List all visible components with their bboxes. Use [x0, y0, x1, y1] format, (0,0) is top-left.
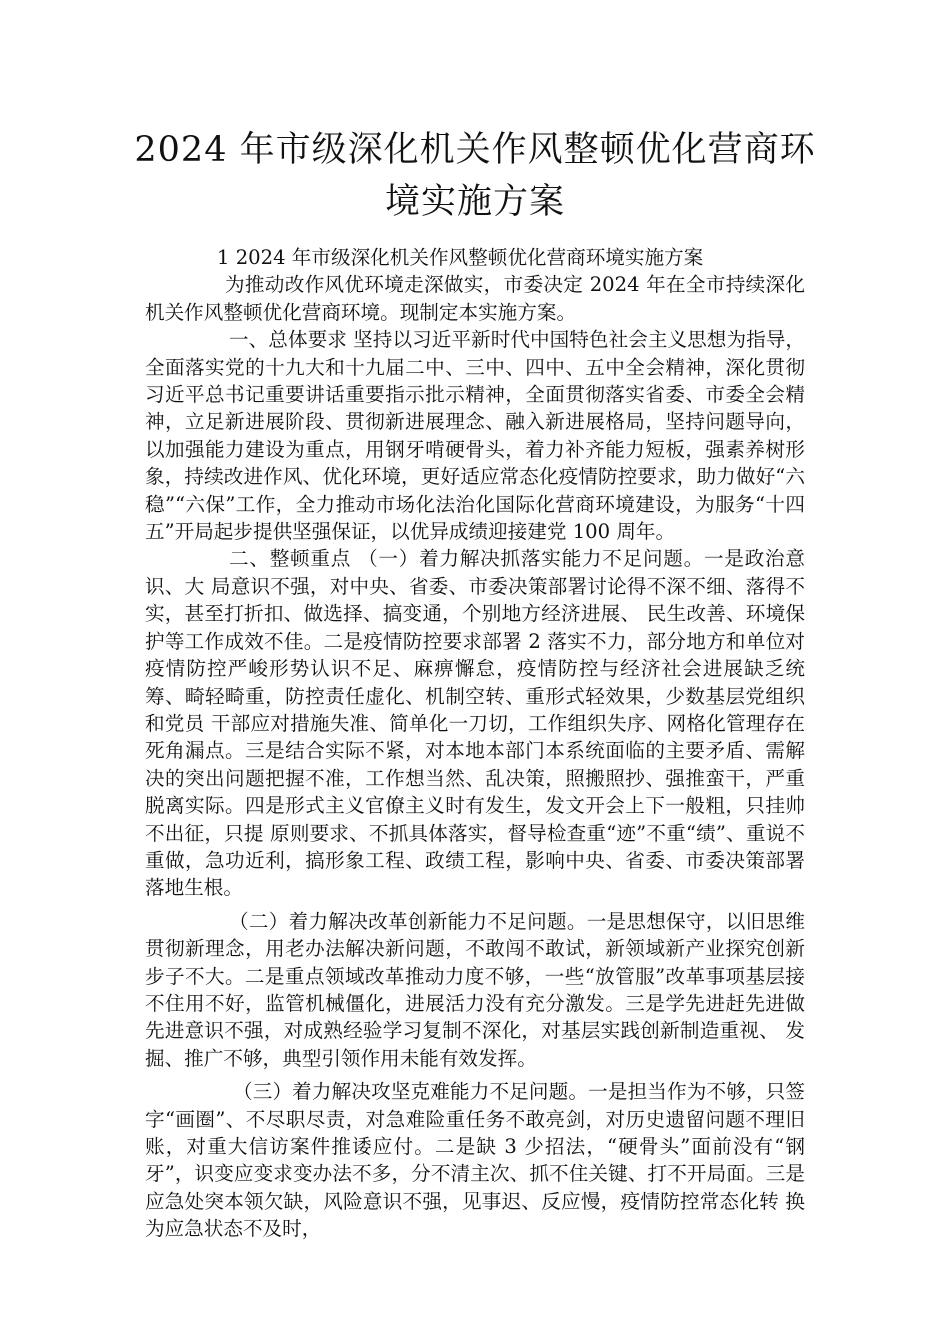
paragraph-reform-innovation: （二）着力解决改革创新能力不足问题。一是思想保守，以旧思维贯彻新理念，用老办法解决新问题，不敢闯不敢试，新领域新产业探究创新步子不大。二是重点领域改革推动力度不够，一些“放管服”改革事项基层接不住用不好，监管机械僵化，进展活力没有充分激发。三是学先进赶先进做先进意识不强，对成熟经验学习复制不深化，对基层实践创新制造重视、 发掘、推广不够，典型引领作用未能有效发挥。 [145, 909, 805, 1070]
paragraph-intro: 为推动改作风优环境走深做实，市委决定 2024 年在全市持续深化机关作风整顿优化营商环境。现制定本实施方案。 [145, 273, 805, 324]
title-line-1: 2024 年市级深化机关作风整顿优化营商环 [134, 130, 816, 170]
paragraph-tackling-difficulties: （三）着力解决攻坚克难能力不足问题。一是担当作为不够，只签字“画圈”、不尽职尽责，对急难险重任务不敢亮剑，对历史遗留问题不理旧账，对重大信访案件推诿应付。二是缺 3 少招法，“硬骨头”面前没有“钢牙”，识变应变求变办法不多，分不清主次、抓不住关键、打不开局面。三是应急处突本领欠缺，风险意识不强，见事迟、反应慢，疫情防控常态化转 换为应急状态不及时， [145, 1080, 805, 1241]
paragraph-general-requirements: 一、总体要求 坚持以习近平新时代中国特色社会主义思想为指导，全面落实党的十九大和十九届二中、三中、四中、五中全会精神，深化贯彻习近平总书记重要讲话重要指示批示精神，全面贯彻落实省委、市委全会精神，立足新进展阶段、贯彻新进展理念、融入新进展格局，坚持问题导向，以加强能力建设为重点，用钢牙啃硬骨头，着力补齐能力短板，强素养树形象，持续改进作风、优化环境，更好适应常态化疫情防控要求，助力做好“六稳”“六保”工作，全力推动市场化法治化国际化营商环境建设，为服务“十四五”开局起步提供坚强保证，以优异成绩迎接建党 100 周年。 [145, 328, 805, 544]
document-subtitle: 1 2024 年市级深化机关作风整顿优化营商环境实施方案 [217, 246, 704, 269]
document-title [120, 124, 830, 228]
title-line-2: 境实施方案 [384, 182, 565, 222]
document-body [145, 244, 805, 1243]
paragraph-rectification-focus: 二、整顿重点 （一）着力解决抓落实能力不足问题。一是政治意识、大 局意识不强，对中央、省委、市委决策部署讨论得不深不细、落得不实，甚至打折扣、做选择、搞变通，个别地方经济进展、 民生改善、环境保护等工作成效不佳。二是疫情防控要求部署 2 落实不力，部分地方和单位对疫情防控严峻形势认识不足、麻痹懈怠，疫情防控与经济社会进展缺乏统筹、畸轻畸重，防控责任虚化、机制空转、重形式轻效果，少数基层党组织和党员 干部应对措施失准、简单化一刀切，工作组织失序、网格化管理存在死角漏点。三是结合实际不紧，对本地本部门本系统面临的主要矛盾、需解决的突出问题把握不准，工作想当然、乱决策，照搬照抄、强推蛮干，严重脱离实际。四是形式主义官僚主义时有发生，发文开会上下一般粗，只挂帅不出征，只提 原则要求、不抓具体落实，督导检查重“迹”不重“绩”、重说不重做，急功近利，搞形象工程、政绩工程，影响中央、省委、市委决策部署落地生根。 [145, 547, 805, 900]
